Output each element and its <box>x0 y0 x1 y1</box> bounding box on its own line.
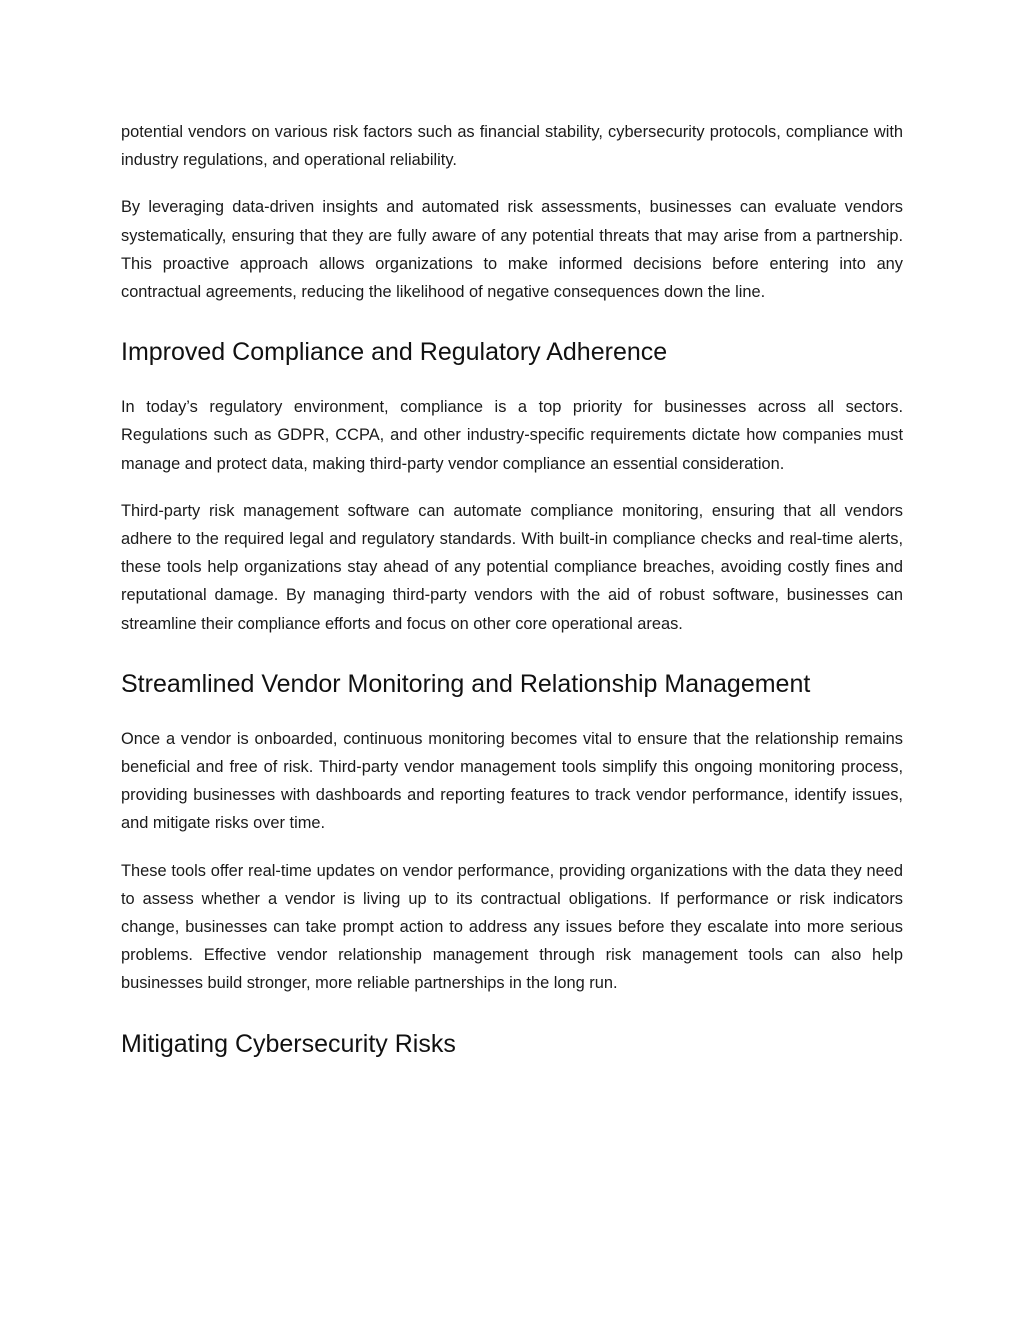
paragraph-compliance-automation: Third-party risk management software can automate compliance monitoring, ensuring that all vendors adhere to the required legal and regulatory standards. With built-in compliance checks and real-time alerts, these tools help organizations stay ahead of any potential compliance breaches, avoiding costly fines and reputational damage. By managing third-party vendors with the aid of robust software, businesses can streamline their compliance efforts and focus on other core operational areas. <box>121 501 903 633</box>
document-page <box>121 118 903 1085</box>
paragraph-real-time-updates: These tools offer real-time updates on vendor performance, providing organizations with the data they need to assess whether a vendor is living up to its contractual obligations. If performance or risk indicators change, businesses can take prompt action to address any issues before they escalate into more serious problems. Effective vendor relationship management through risk management tools can also help businesses build stronger, more reliable partnerships in the long run. <box>121 861 903 993</box>
heading-improved-compliance: Improved Compliance and Regulatory Adherence <box>121 338 668 367</box>
paragraph-vendor-risk-factors: potential vendors on various risk factors such as financial stability, cybersecurity protocols, compliance with industry regulations, and operational reliability. <box>121 123 903 170</box>
paragraph-continuous-monitoring: Once a vendor is onboarded, continuous monitoring becomes vital to ensure that the relationship remains beneficial and free of risk. Third-party vendor management tools simplify this ongoing monitoring process, providing businesses with dashboards and reporting features to track vendor performance, identify issues, and mitigate risks over time. <box>121 729 903 833</box>
paragraph-regulatory-environment: In today’s regulatory environment, compliance is a top priority for businesses across all sectors. Regulations such as GDPR, CCPA, and other industry-specific requirements dictate how companies must manage and protect data, making third-party vendor compliance an essential consideration. <box>121 398 903 473</box>
heading-cybersecurity-risks: Mitigating Cybersecurity Risks <box>121 1029 456 1058</box>
paragraph-data-driven-insights: By leveraging data-driven insights and automated risk assessments, businesses can evaluate vendors systematically, ensuring that they are fully aware of any potential threats that may arise from a partnership. This proactive approach allows organizations to make informed decisions before entering into any contractual agreements, reducing the likelihood of negative consequences down the line. <box>121 198 903 302</box>
heading-vendor-monitoring: Streamlined Vendor Monitoring and Relationship Management <box>121 669 811 698</box>
